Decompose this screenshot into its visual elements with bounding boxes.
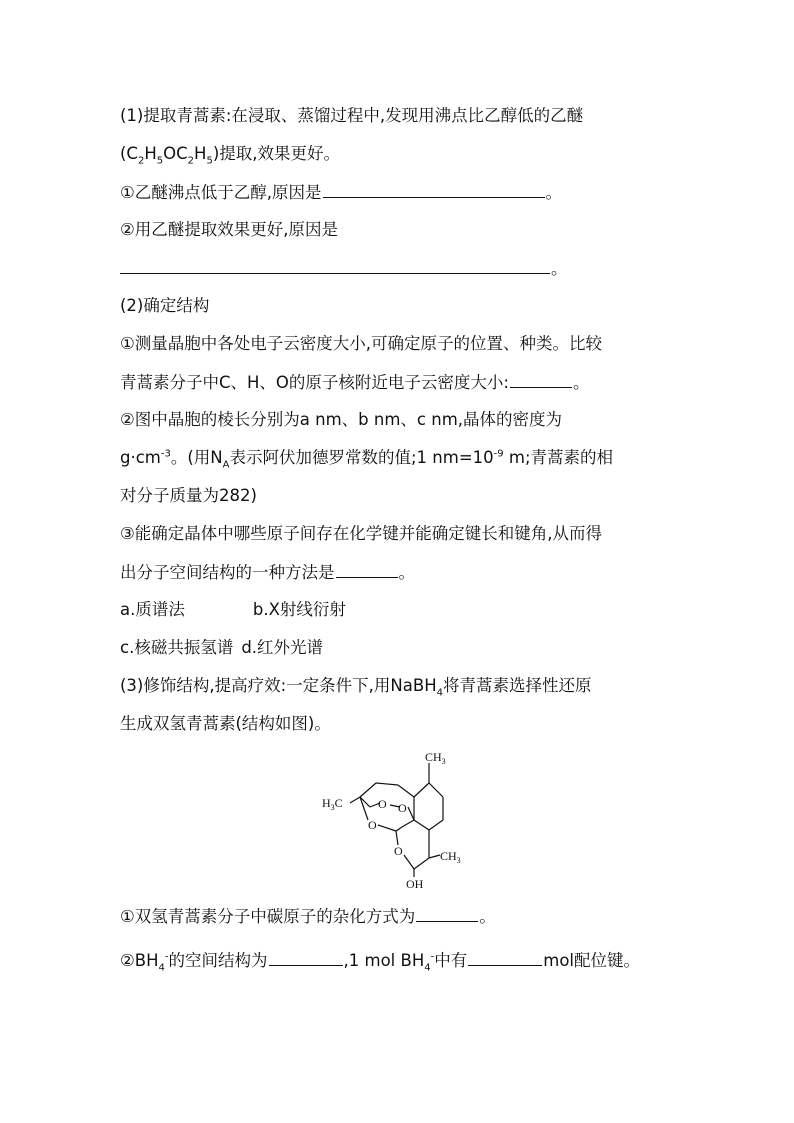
q2-heading: (2)确定结构 [120,296,210,315]
o-label: O [368,818,377,832]
option-a[interactable]: a.质谱法 [120,600,185,619]
q1-sub2: ②用乙醚提取效果更好,原因是 [120,220,339,239]
ch3-right-label: $CH_3$ [440,849,461,865]
answer-blank[interactable] [510,371,572,388]
answer-blank[interactable] [269,949,343,966]
answer-blank[interactable] [336,561,398,578]
q2-sub2-line2: $g\cdot cm^{-3}$。(用$N_A$表示阿伏加德罗常数的值;1 $nm=10^{-9}$ m;青蒿素的相 [120,448,614,471]
q2-sub2-line3: 对分子质量为282) [120,486,257,505]
answer-blank[interactable] [416,905,478,922]
q1-sub2-blank-line: 。 [120,257,568,280]
q1-sub1: ①乙醚沸点低于乙醇,原因是 。 [120,183,563,202]
ch3-top-label: $CH_3$ [425,750,446,766]
q3-sub1: ①双氢青蒿素分子中碳原子的杂化方式为 。 [120,907,496,926]
q3-heading-line2: 生成双氢青蒿素(结构如图)。 [120,714,331,733]
o-label: O [378,797,387,811]
q1-heading-line1: (1)提取青蒿素:在浸取、蒸馏过程中,发现用沸点比乙醇低的乙醚 [120,106,584,125]
option-b[interactable]: b.X射线衍射 [252,600,346,619]
h3c-left-label: $H_3C$ [322,796,343,812]
q2-sub2-line1: ②图中晶胞的棱长分别为a nm、b nm、c nm,晶体的密度为 [120,410,563,429]
oh-label: OH [406,877,424,891]
q2-options-ab [120,599,346,621]
dihydroartemisinin-structure [318,745,478,895]
answer-blank[interactable] [120,257,550,274]
q2-sub3-line1: ③能确定晶体中哪些原子间存在化学键并能确定键长和键角,从而得 [120,524,603,543]
answer-blank[interactable] [323,181,545,198]
q2-sub3-line2: 出分子空间结构的一种方法是 。 [120,563,415,582]
q2-sub1-line2: 青蒿素分子中C、H、O的原子核附近电子云密度大小: 。 [120,373,590,392]
answer-blank[interactable] [468,949,542,966]
q1-heading-line2: $(C_2H_5OC_2H_5)$提取,效果更好。 [120,144,341,167]
o-label: O [398,801,407,815]
option-d[interactable]: d.红外光谱 [241,638,324,657]
option-c[interactable]: c.核磁共振氢谱 [120,638,234,657]
q3-sub2: $②BH_4^-$的空间结构为 ,1 mol $BH_4^-$中有 mol配位键。 [120,951,641,974]
q3-heading-line1: (3)修饰结构,提高疗效:一定条件下,用NaBH$_4$将青蒿素选择性还原 [120,676,592,699]
q2-options-cd [120,637,323,659]
o-label: O [394,844,403,858]
q2-sub1-line1: ①测量晶胞中各处电子云密度大小,可确定原子的位置、种类。比较 [120,334,603,353]
